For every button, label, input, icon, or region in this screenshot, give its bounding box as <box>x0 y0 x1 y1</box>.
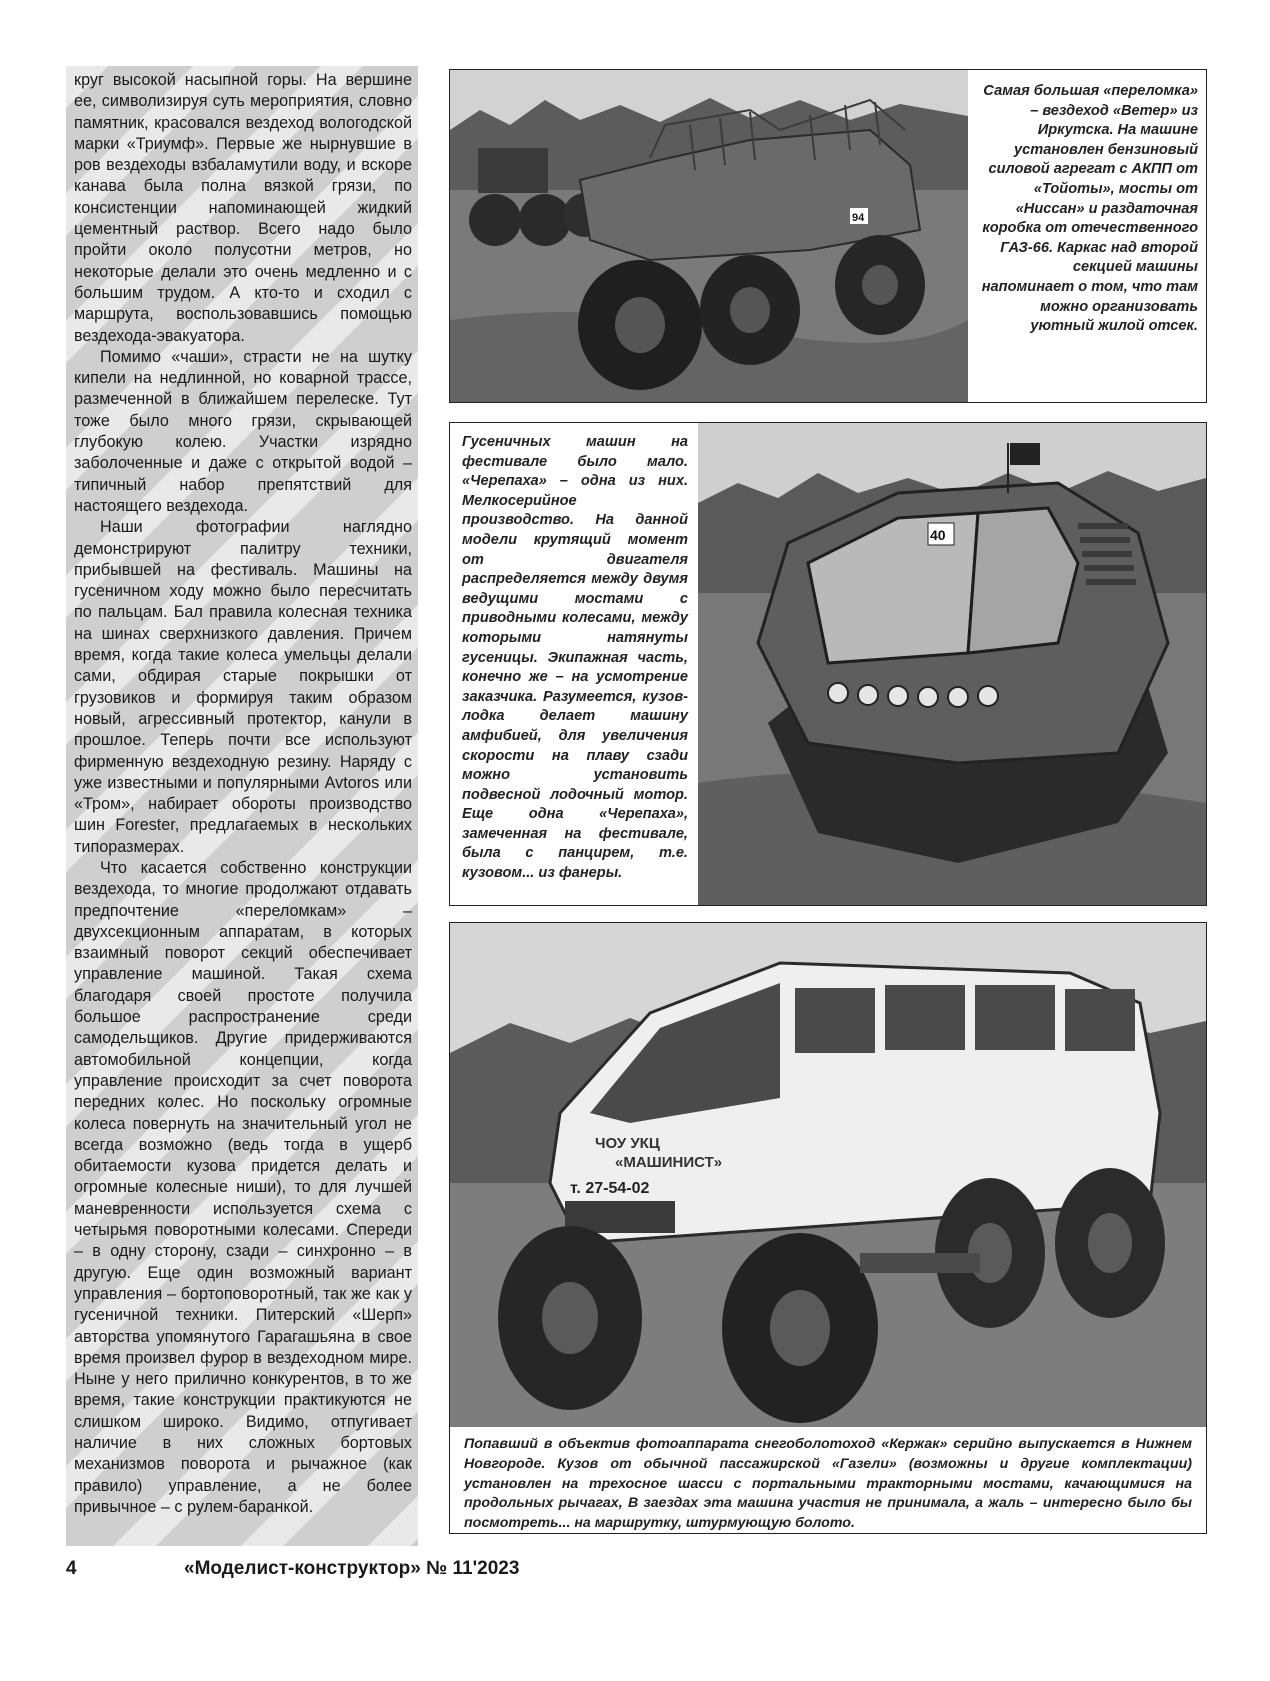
kerzhak-hood-text-1: ЧОУ УКЦ <box>595 1135 660 1152</box>
page-number: 4 <box>66 1558 77 1579</box>
article-paragraph: Помимо «чаши», страсти не на шутку кипели на недлинной, но коварной трассе, размеченной в ближайшем перелеске. Тут тоже было много грязи, скрывающей глубокую колею. Участки изрядно заболоченные и даже с открытой водой – типичный набор препятствий для настоящего вездехода. <box>74 347 412 515</box>
veter-number-plate: 94 <box>852 212 865 224</box>
photo-kerzhak-vehicle <box>450 923 1206 1427</box>
kerzhak-hood-text-2: «МАШИНИСТ» <box>615 1154 723 1171</box>
photo-block-cherepakha <box>449 422 1207 906</box>
article-paragraph: круг высокой насыпной горы. На вершине ее, символизируя суть мероприятия, словно памятник, красовался вездеход вологодской марки «Триумф». Первые же нырнувшие в ров вездеходы взбаламутили воду, и вскоре канава была полна вязкой грязи, по консистенции напоминающей жидкий цементный раствор. Всего надо было пройти около полусотни метров, но некоторые делали это очень медленно и с большим трудом. А кто-то и сходил с маршрута, воспользовавшись помощью вездехода-эвакуатора. <box>74 71 412 345</box>
article-paragraph: Наши фотографии наглядно демонстрируют палитру техники, прибывшей на фестиваль. Машины на гусеничном ходу можно было пересчитать по пальцам. Бал правила колесная техника на шинах сверхнизкого давления. Причем время, когда такие колеса умельцы делали сами, обдирая старые покрышки от грузовиков и формируя таким образом новый, агрессивный протектор, канули в прошлое. Теперь почти все используют фирменную вездеходную резину. Наряду с уже известными и популярными Avtoros или «Тром», набирает обороты производство шин Forester, предлагаемых в нескольких типоразмерах. <box>74 518 412 856</box>
caption-cherepakha: Гусеничных машин на фестивале было мало. «Черепаха» – одна из них. Мелкосерийное производство. На данной модели крутящий момент от двигателя распределяется между двумя ведущими мостами с приводными колесами, между которыми натянуты гусеницы. Экипажная часть, конечно же – на усмотрение заказчика. Разумеется, кузов-лодка делает машину амфибией, для увеличения скорости на плаву сзади можно установить подвесной лодочный мотор. Еще одна «Черепаха», замеченная на фестивале, была с панцирем, т.е. кузовом... из фанеры. <box>462 434 688 882</box>
photo-veter-vehicle <box>450 70 968 402</box>
caption-kerzhak: Попавший в объектив фотоаппарата снегоболотоход «Кержак» серийно выпускается в Нижнем Новгороде. Кузов от обычной пассажирской «Газели» (возможны и другие комплектации) установлен на трехосное шасси с портальными тракторными мостами, качающимися на продольных рычагах, В заездах эта машина участия не принимала, а жаль – интересно было бы посмотреть... на маршрутку, штурмующую болото. <box>464 1436 1192 1532</box>
article-text-column <box>66 66 418 1546</box>
caption-veter: Самая большая «переломка» – вездеход «Ветер» из Иркутска. На машине установлен бензиновый силовой агрегат с АКПП от «Тойоты», мосты от «Ниссан» и раздаточная коробка от отечественного ГАЗ-66. Каркас над второй секцией машины напоминает о том, что там можно организовать уютный жилой отсек. <box>981 83 1198 335</box>
article-paragraph: Что касается собственно конструкции вездехода, то многие продолжают отдавать предпочтение «переломкам» – двухсекционным аппаратам, в которых взаимный поворот секций обеспечивает управление машиной. Такая схема благодаря своей простоте получила большое распространение среди самодельщиков. Другие придерживаются автомобильной концепции, когда управление происходит за счет поворота передних колес. Но поскольку огромные колеса повернуть на значительный угол не всегда возможно (ведь тогда в ущерб обитаемости кузова придется делать и огромные колесные ниши), то для лучшей маневренности используется схема с четырьмя поворотными колесами. Спереди – в одну сторону, сзади – синхронно – в другую. Еще один возможный вариант управления – бортоповоротный, так же как у гусеничной техники. Питерский «Шерп» авторства упомянутого Гарагашьяна в свое время произвел фурор в вездеходном мире. Ныне у него прилично конкурентов, в то же время, такие конструкции практикуются не слишком широко. Видимо, отпугивает наличие в них сложных бортовых механизмов поворота и рычажное (как правило) управление, а не более привычное – с рулем-баранкой. <box>74 858 412 1516</box>
photo-cherepakha-vehicle <box>698 423 1206 905</box>
kerzhak-hood-phone: т. 27-54-02 <box>570 1180 650 1197</box>
page-footer <box>66 1558 766 1588</box>
cherepakha-number-plate: 40 <box>930 527 946 543</box>
journal-title: «Моделист-конструктор» № 11'2023 <box>184 1558 520 1579</box>
photo-block-kerzhak <box>449 922 1207 1534</box>
photo-block-veter <box>449 69 1207 403</box>
